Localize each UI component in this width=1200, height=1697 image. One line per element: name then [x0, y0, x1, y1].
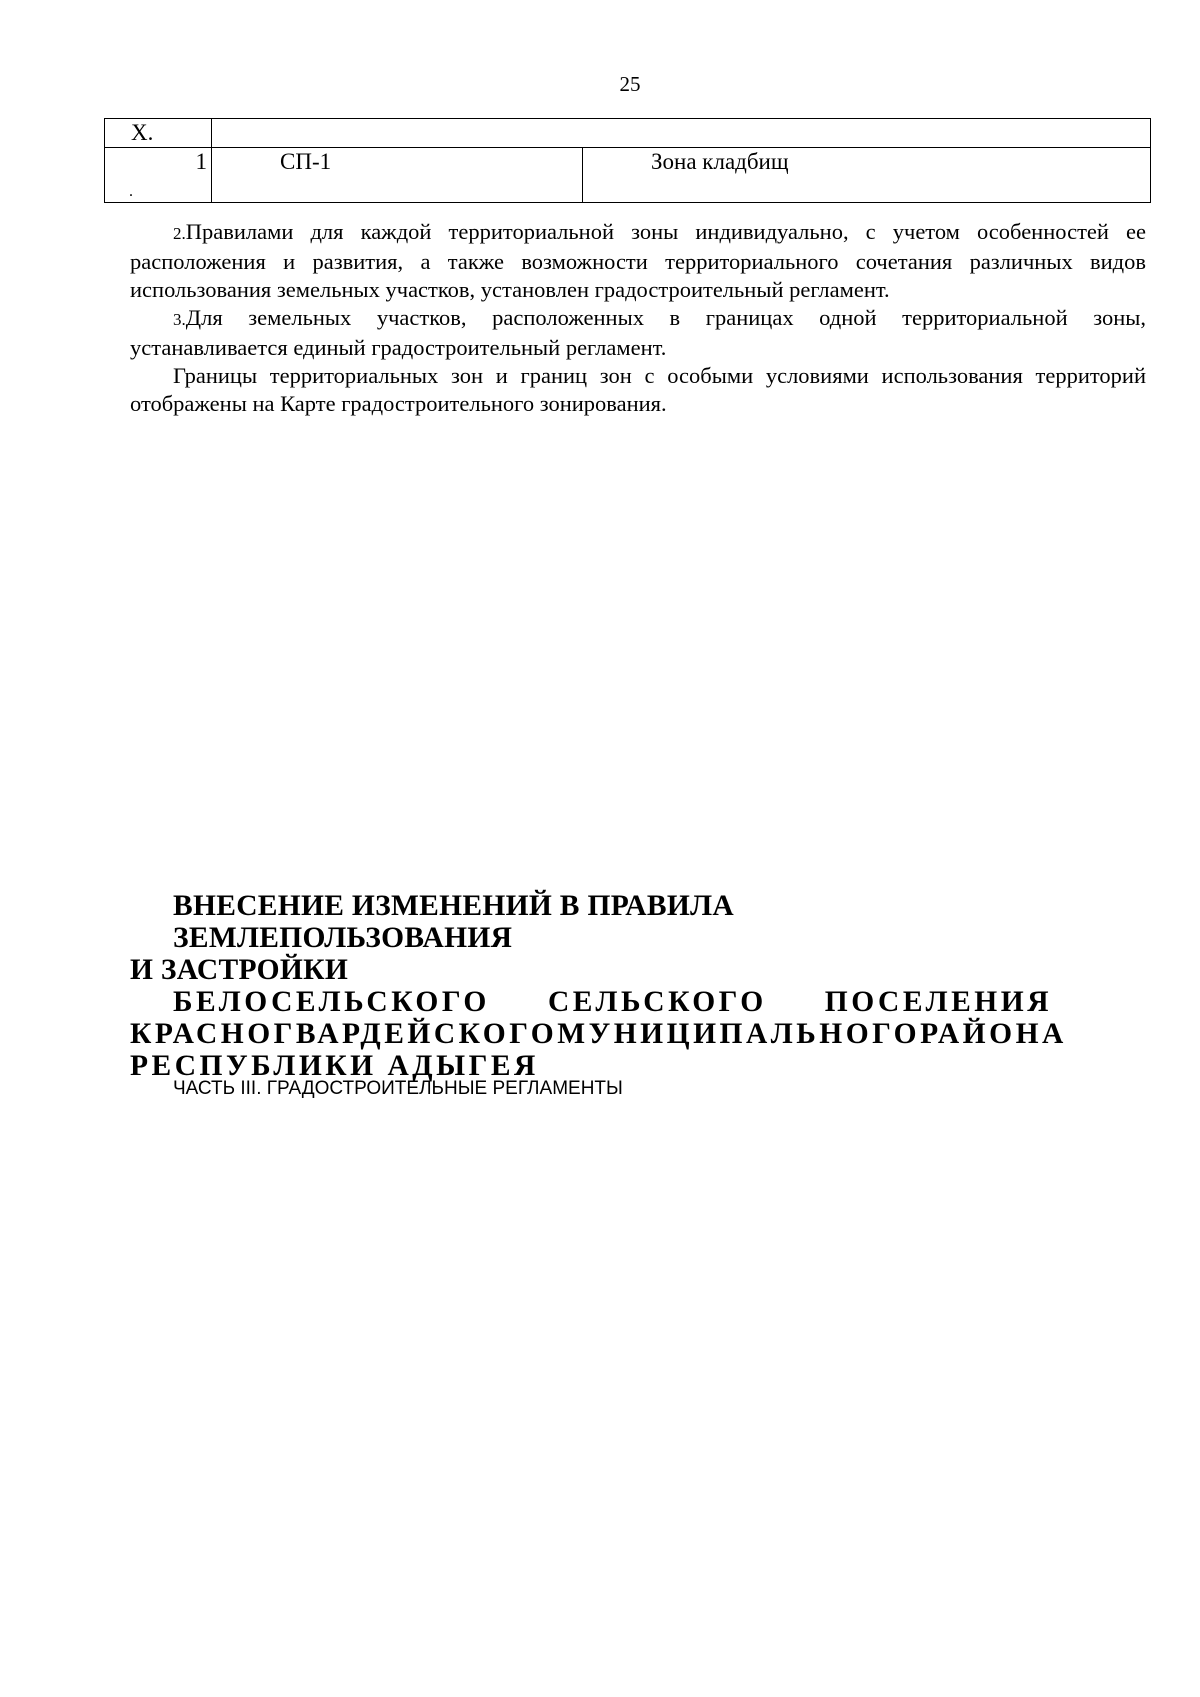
section-number-cell: X.: [105, 119, 212, 148]
document-title: [130, 890, 1067, 1082]
paragraph-3-number: 3.: [173, 310, 186, 329]
zones-table: [104, 118, 1151, 203]
title-line-1: ВНЕСЕНИЕ ИЗМЕНЕНИЙ В ПРАВИЛА ЗЕМЛЕПОЛЬЗОВАНИЯ: [173, 890, 734, 954]
zone-code-cell: СП-1: [212, 148, 583, 203]
title-word: ПОСЕЛЕНИЯ: [824, 986, 1052, 1018]
row-number-dot: .: [129, 183, 133, 200]
zone-name-cell: Зона кладбищ: [583, 148, 1151, 203]
part-heading: ЧАСТЬ III. ГРАДОСТРОИТЕЛЬНЫЕ РЕГЛАМЕНТЫ: [173, 1078, 623, 1099]
title-line-3: [130, 986, 1052, 1018]
paragraph-4-text: Границы территориальных зон и границ зон с особыми условиями использования территорий отображены на Карте градостроительного зонирования.: [130, 363, 1146, 416]
table-section-row: [105, 119, 1151, 148]
paragraph-2: [130, 218, 1146, 304]
page-number: 25: [619, 72, 641, 96]
title-line-5: РЕСПУБЛИКИ АДЫГЕЯ: [130, 1050, 539, 1082]
row-number: 1: [195, 149, 207, 174]
title-word: КРАСНОГВАРДЕЙСКОГО: [130, 1018, 558, 1050]
paragraph-3: [130, 304, 1146, 362]
row-number-cell: [105, 148, 212, 203]
body-text: [130, 218, 1146, 418]
paragraph-3-text: Для земельных участков, расположенных в границах одной территориальной зоны, устанавливается единый градостроительный регламент.: [130, 305, 1146, 360]
table-row: [105, 148, 1151, 203]
paragraph-2-text: Правилами для каждой территориальной зоны индивидуально, с учетом особенностей ее расположения и развития, а также возможности территориального сочетания различных видов использования земельных участков, установлен градостроительный регламент.: [130, 219, 1146, 302]
paragraph-2-number: 2.: [173, 224, 186, 243]
title-word: РАЙОНА: [920, 1018, 1067, 1050]
title-word: МУНИЦИПАЛЬНОГО: [557, 1018, 921, 1050]
title-word: СЕЛЬСКОГО: [547, 986, 767, 1018]
title-word: БЕЛОСЕЛЬСКОГО: [173, 986, 490, 1018]
title-line-2: И ЗАСТРОЙКИ: [130, 954, 349, 986]
title-line-4: [130, 1018, 1067, 1050]
paragraph-4: [130, 362, 1146, 418]
section-title-cell: [212, 119, 1151, 148]
